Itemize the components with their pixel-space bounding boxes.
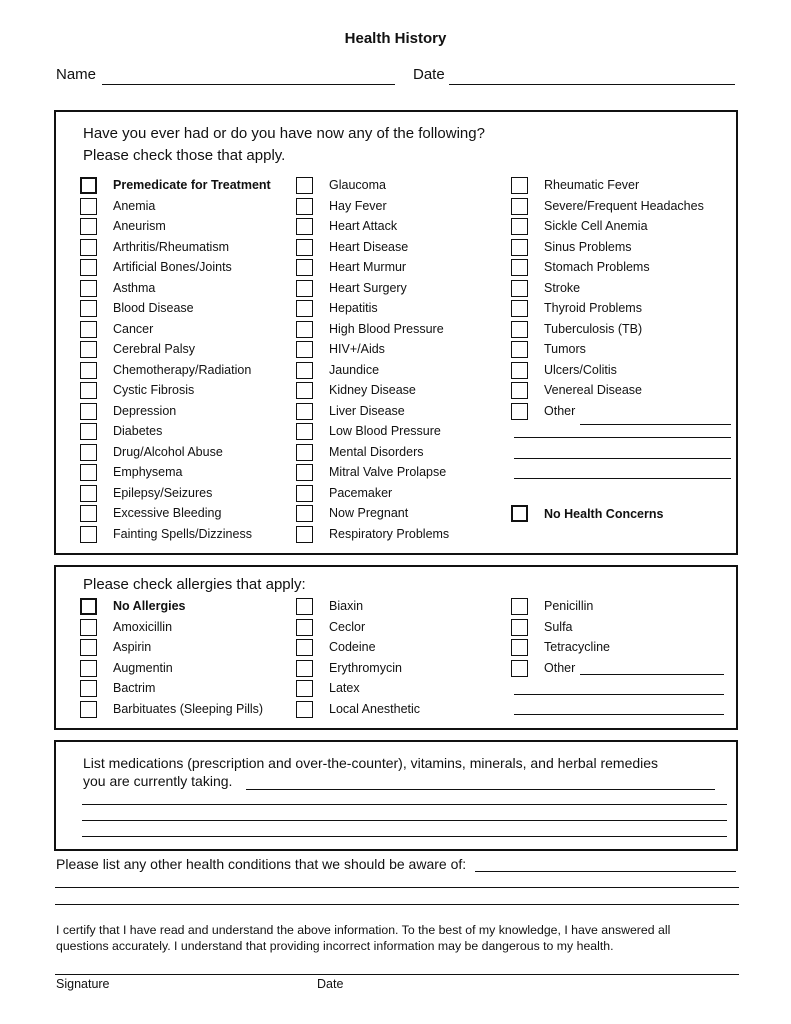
allergy-checkbox-aspirin[interactable] bbox=[80, 639, 97, 656]
no-health-concerns-label: No Health Concerns bbox=[544, 507, 664, 521]
condition-label-sickle-cell-anemia: Sickle Cell Anemia bbox=[544, 219, 648, 233]
allergy-checkbox-latex[interactable] bbox=[296, 680, 313, 697]
allergy-option-erythromycin[interactable] bbox=[296, 660, 496, 680]
allergy-checkbox-local-anesthetic[interactable] bbox=[296, 701, 313, 718]
condition-checkbox-stroke[interactable] bbox=[511, 280, 528, 297]
condition-label-mitral-valve-prolapse: Mitral Valve Prolapse bbox=[329, 465, 447, 479]
no-health-concerns-option[interactable] bbox=[511, 505, 711, 525]
condition-option-fainting-spells-dizziness[interactable] bbox=[80, 526, 280, 546]
condition-option-emphysema[interactable] bbox=[80, 464, 280, 484]
medications-prompt bbox=[83, 754, 658, 790]
condition-label-liver-disease: Liver Disease bbox=[329, 403, 405, 418]
condition-option-thyroid-problems[interactable] bbox=[511, 300, 711, 320]
allergy-option-codeine[interactable] bbox=[296, 639, 496, 659]
condition-checkbox-blood-disease[interactable] bbox=[80, 300, 97, 317]
condition-label-rheumatic-fever: Rheumatic Fever bbox=[544, 178, 640, 192]
condition-label-tumors: Tumors bbox=[544, 342, 586, 356]
condition-checkbox-excessive-bleeding[interactable] bbox=[80, 505, 97, 522]
condition-label-jaundice: Jaundice bbox=[329, 362, 380, 377]
allergy-checkbox-barbituates-sleeping-pills[interactable] bbox=[80, 701, 97, 718]
condition-checkbox-low-blood-pressure[interactable] bbox=[296, 423, 313, 440]
condition-checkbox-glaucoma[interactable] bbox=[296, 177, 313, 194]
other-conditions-field[interactable] bbox=[475, 871, 736, 872]
condition-option-heart-disease[interactable] bbox=[296, 239, 496, 259]
allergy-checkbox-augmentin[interactable] bbox=[80, 660, 97, 677]
condition-label-hepatitis: Hepatitis bbox=[329, 301, 378, 315]
condition-option-stroke[interactable] bbox=[511, 280, 711, 300]
condition-option-artificial-bones-joints[interactable] bbox=[80, 259, 280, 279]
conditions-intro bbox=[83, 123, 485, 167]
other-conditions-line-1[interactable] bbox=[55, 887, 739, 888]
condition-label-mental-disorders: Mental Disorders bbox=[329, 444, 424, 459]
condition-label-cystic-fibrosis: Cystic Fibrosis bbox=[113, 383, 195, 397]
allergy-checkbox-bactrim[interactable] bbox=[80, 680, 97, 697]
medications-prompt-line1: List medications (prescription and over-the-counter), vitamins, minerals, and herbal remedies bbox=[83, 755, 659, 771]
condition-checkbox-aneurism[interactable] bbox=[80, 218, 97, 235]
condition-option-hiv-aids[interactable] bbox=[296, 341, 496, 361]
allergy-option-penicillin[interactable] bbox=[511, 598, 711, 618]
medications-line-1[interactable] bbox=[82, 804, 727, 805]
condition-option-tumors[interactable] bbox=[511, 341, 711, 361]
condition-option-cystic-fibrosis[interactable] bbox=[80, 382, 280, 402]
condition-checkbox-emphysema[interactable] bbox=[80, 464, 97, 481]
condition-checkbox-arthritis-rheumatism[interactable] bbox=[80, 239, 97, 256]
condition-checkbox-thyroid-problems[interactable] bbox=[511, 300, 528, 317]
condition-checkbox-tumors[interactable] bbox=[511, 341, 528, 358]
allergy-label-biaxin: Biaxin bbox=[329, 599, 364, 613]
allergy-checkbox-sulfa[interactable] bbox=[511, 619, 528, 636]
date-label: Date bbox=[413, 66, 445, 83]
condition-checkbox-hay-fever[interactable] bbox=[296, 198, 313, 215]
condition-label-cancer: Cancer bbox=[113, 321, 154, 336]
condition-checkbox-premedicate-for-treatment[interactable] bbox=[80, 177, 97, 194]
allergy-option-sulfa[interactable] bbox=[511, 619, 711, 639]
condition-option-arthritis-rheumatism[interactable] bbox=[80, 239, 280, 259]
condition-checkbox-cancer[interactable] bbox=[80, 321, 97, 338]
name-label: Name bbox=[56, 66, 97, 83]
allergy-checkbox-no-allergies[interactable] bbox=[80, 598, 97, 615]
condition-checkbox-tuberculosis-tb[interactable] bbox=[511, 321, 528, 338]
condition-option-kidney-disease[interactable] bbox=[296, 382, 496, 402]
condition-label-arthritis-rheumatism: Arthritis/Rheumatism bbox=[113, 239, 229, 254]
condition-label-sinus-problems: Sinus Problems bbox=[544, 239, 632, 254]
condition-checkbox-mental-disorders[interactable] bbox=[296, 444, 313, 461]
allergy-other-field[interactable] bbox=[580, 674, 724, 675]
condition-label-cerebral-palsy: Cerebral Palsy bbox=[113, 342, 195, 356]
condition-checkbox-other[interactable] bbox=[511, 403, 528, 420]
condition-checkbox-severe-frequent-headaches[interactable] bbox=[511, 198, 528, 215]
condition-label-venereal-disease: Venereal Disease bbox=[544, 383, 642, 397]
condition-checkbox-stomach-problems[interactable] bbox=[511, 259, 528, 276]
condition-label-heart-surgery: Heart Surgery bbox=[329, 280, 407, 295]
condition-option-now-pregnant[interactable] bbox=[296, 505, 496, 525]
allergy-other-line-1[interactable] bbox=[514, 694, 724, 695]
condition-checkbox-heart-disease[interactable] bbox=[296, 239, 313, 256]
medications-line-2[interactable] bbox=[82, 820, 727, 821]
allergy-label-other: Other bbox=[544, 660, 576, 675]
condition-other-line-2[interactable] bbox=[514, 458, 731, 459]
allergy-checkbox-amoxicillin[interactable] bbox=[80, 619, 97, 636]
condition-checkbox-heart-surgery[interactable] bbox=[296, 280, 313, 297]
allergy-option-barbituates-sleeping-pills[interactable] bbox=[80, 701, 280, 721]
medications-line-3[interactable] bbox=[82, 836, 727, 837]
condition-option-tuberculosis-tb[interactable] bbox=[511, 321, 711, 341]
condition-checkbox-chemotherapy-radiation[interactable] bbox=[80, 362, 97, 379]
condition-checkbox-depression[interactable] bbox=[80, 403, 97, 420]
condition-checkbox-diabetes[interactable] bbox=[80, 423, 97, 440]
allergy-checkbox-ceclor[interactable] bbox=[296, 619, 313, 636]
condition-option-asthma[interactable] bbox=[80, 280, 280, 300]
other-conditions-line-2[interactable] bbox=[55, 904, 739, 905]
condition-checkbox-rheumatic-fever[interactable] bbox=[511, 177, 528, 194]
condition-checkbox-artificial-bones-joints[interactable] bbox=[80, 259, 97, 276]
condition-label-asthma: Asthma bbox=[113, 280, 156, 295]
condition-option-high-blood-pressure[interactable] bbox=[296, 321, 496, 341]
condition-option-low-blood-pressure[interactable] bbox=[296, 423, 496, 443]
condition-option-anemia[interactable] bbox=[80, 198, 280, 218]
condition-label-depression: Depression bbox=[113, 403, 177, 418]
condition-checkbox-hepatitis[interactable] bbox=[296, 300, 313, 317]
condition-other-field[interactable] bbox=[580, 424, 731, 425]
condition-label-diabetes: Diabetes bbox=[113, 424, 163, 438]
allergy-checkbox-other[interactable] bbox=[511, 660, 528, 677]
condition-option-sickle-cell-anemia[interactable] bbox=[511, 218, 711, 238]
allergy-option-no-allergies[interactable] bbox=[80, 598, 280, 618]
allergy-option-latex[interactable] bbox=[296, 680, 496, 700]
condition-label-now-pregnant: Now Pregnant bbox=[329, 506, 409, 520]
other-conditions-prompt: Please list any other health conditions that we should be aware of: bbox=[56, 856, 467, 872]
condition-checkbox-heart-murmur[interactable] bbox=[296, 259, 313, 276]
condition-option-heart-murmur[interactable] bbox=[296, 259, 496, 279]
condition-checkbox-high-blood-pressure[interactable] bbox=[296, 321, 313, 338]
allergy-checkbox-erythromycin[interactable] bbox=[296, 660, 313, 677]
condition-label-heart-disease: Heart Disease bbox=[329, 239, 409, 254]
condition-checkbox-mitral-valve-prolapse[interactable] bbox=[296, 464, 313, 481]
medications-prompt-line2: you are currently taking. bbox=[83, 773, 233, 789]
condition-label-tuberculosis-tb: Tuberculosis (TB) bbox=[544, 321, 643, 336]
allergy-other-line-2[interactable] bbox=[514, 714, 724, 715]
condition-option-chemotherapy-radiation[interactable] bbox=[80, 362, 280, 382]
condition-label-stroke: Stroke bbox=[544, 280, 581, 295]
condition-label-thyroid-problems: Thyroid Problems bbox=[544, 301, 642, 315]
condition-option-mitral-valve-prolapse[interactable] bbox=[296, 464, 496, 484]
allergy-checkbox-biaxin[interactable] bbox=[296, 598, 313, 615]
condition-other-line-1[interactable] bbox=[514, 437, 731, 438]
condition-label-excessive-bleeding: Excessive Bleeding bbox=[113, 506, 222, 520]
signature-date-label: Date bbox=[317, 977, 344, 991]
condition-option-hay-fever[interactable] bbox=[296, 198, 496, 218]
condition-checkbox-jaundice[interactable] bbox=[296, 362, 313, 379]
condition-label-kidney-disease: Kidney Disease bbox=[329, 383, 416, 397]
condition-checkbox-asthma[interactable] bbox=[80, 280, 97, 297]
condition-label-anemia: Anemia bbox=[113, 198, 156, 213]
condition-checkbox-sickle-cell-anemia[interactable] bbox=[511, 218, 528, 235]
certification-text bbox=[56, 922, 670, 954]
condition-option-ulcers-colitis[interactable] bbox=[511, 362, 711, 382]
no-health-concerns-checkbox[interactable] bbox=[511, 505, 528, 522]
condition-checkbox-fainting-spells-dizziness[interactable] bbox=[80, 526, 97, 543]
condition-label-respiratory-problems: Respiratory Problems bbox=[329, 526, 450, 541]
conditions-intro-line2: Please check those that apply. bbox=[83, 147, 286, 164]
signature-label: Signature bbox=[56, 977, 110, 991]
condition-option-stomach-problems[interactable] bbox=[511, 259, 711, 279]
allergy-label-augmentin: Augmentin bbox=[113, 660, 173, 675]
condition-option-aneurism[interactable] bbox=[80, 218, 280, 238]
condition-label-ulcers-colitis: Ulcers/Colitis bbox=[544, 362, 617, 377]
condition-option-cancer[interactable] bbox=[80, 321, 280, 341]
condition-option-mental-disorders[interactable] bbox=[296, 444, 496, 464]
allergy-label-tetracycline: Tetracycline bbox=[544, 640, 610, 654]
condition-checkbox-drug-alcohol-abuse[interactable] bbox=[80, 444, 97, 461]
allergy-label-barbituates-sleeping-pills: Barbituates (Sleeping Pills) bbox=[113, 701, 264, 716]
allergy-option-biaxin[interactable] bbox=[296, 598, 496, 618]
condition-option-severe-frequent-headaches[interactable] bbox=[511, 198, 711, 218]
condition-option-venereal-disease[interactable] bbox=[511, 382, 711, 402]
allergy-checkbox-tetracycline[interactable] bbox=[511, 639, 528, 656]
condition-option-drug-alcohol-abuse[interactable] bbox=[80, 444, 280, 464]
condition-label-fainting-spells-dizziness: Fainting Spells/Dizziness bbox=[113, 526, 252, 541]
allergy-label-ceclor: Ceclor bbox=[329, 619, 366, 634]
condition-option-cerebral-palsy[interactable] bbox=[80, 341, 280, 361]
condition-label-drug-alcohol-abuse: Drug/Alcohol Abuse bbox=[113, 444, 223, 459]
page-title: Health History bbox=[344, 30, 447, 47]
condition-label-premedicate-for-treatment: Premedicate for Treatment bbox=[113, 178, 271, 192]
condition-checkbox-epilepsy-seizures[interactable] bbox=[80, 485, 97, 502]
condition-label-blood-disease: Blood Disease bbox=[113, 301, 194, 315]
conditions-intro-line1: Have you ever had or do you have now any of the following? bbox=[83, 125, 485, 142]
allergy-checkbox-penicillin[interactable] bbox=[511, 598, 528, 615]
condition-label-artificial-bones-joints: Artificial Bones/Joints bbox=[113, 260, 232, 274]
allergy-option-other[interactable] bbox=[511, 660, 711, 680]
condition-label-low-blood-pressure: Low Blood Pressure bbox=[329, 424, 441, 438]
condition-other-line-3[interactable] bbox=[514, 478, 731, 479]
condition-option-liver-disease[interactable] bbox=[296, 403, 496, 423]
condition-label-heart-murmur: Heart Murmur bbox=[329, 260, 407, 274]
condition-option-epilepsy-seizures[interactable] bbox=[80, 485, 280, 505]
condition-label-other: Other bbox=[544, 403, 576, 418]
condition-option-sinus-problems[interactable] bbox=[511, 239, 711, 259]
condition-checkbox-now-pregnant[interactable] bbox=[296, 505, 313, 522]
condition-label-pacemaker: Pacemaker bbox=[329, 485, 393, 500]
condition-checkbox-anemia[interactable] bbox=[80, 198, 97, 215]
allergy-label-aspirin: Aspirin bbox=[113, 640, 152, 654]
condition-label-severe-frequent-headaches: Severe/Frequent Headaches bbox=[544, 198, 704, 213]
allergy-option-aspirin[interactable] bbox=[80, 639, 280, 659]
allergy-option-augmentin[interactable] bbox=[80, 660, 280, 680]
allergy-option-ceclor[interactable] bbox=[296, 619, 496, 639]
condition-option-premedicate-for-treatment[interactable] bbox=[80, 177, 280, 197]
allergies-intro: Please check allergies that apply: bbox=[83, 576, 306, 593]
condition-option-excessive-bleeding[interactable] bbox=[80, 505, 280, 525]
condition-label-hay-fever: Hay Fever bbox=[329, 198, 387, 213]
condition-option-hepatitis[interactable] bbox=[296, 300, 496, 320]
allergy-label-bactrim: Bactrim bbox=[113, 681, 156, 695]
allergy-label-penicillin: Penicillin bbox=[544, 599, 594, 613]
certification-line2: questions accurately. I understand that providing incorrect information may be dangerous to my health. bbox=[56, 939, 614, 953]
certification-line1: I certify that I have read and understand the above information. To the best of my knowledge, I have answered all bbox=[56, 923, 671, 937]
condition-label-aneurism: Aneurism bbox=[113, 219, 166, 233]
signature-line[interactable] bbox=[55, 974, 739, 975]
condition-checkbox-heart-attack[interactable] bbox=[296, 218, 313, 235]
condition-option-diabetes[interactable] bbox=[80, 423, 280, 443]
condition-label-hiv-aids: HIV+/Aids bbox=[329, 342, 385, 356]
allergy-label-codeine: Codeine bbox=[329, 640, 376, 654]
condition-checkbox-venereal-disease[interactable] bbox=[511, 382, 528, 399]
name-field[interactable] bbox=[102, 66, 395, 85]
condition-label-heart-attack: Heart Attack bbox=[329, 219, 398, 233]
condition-label-epilepsy-seizures: Epilepsy/Seizures bbox=[113, 485, 213, 500]
condition-label-emphysema: Emphysema bbox=[113, 465, 183, 479]
allergy-checkbox-codeine[interactable] bbox=[296, 639, 313, 656]
allergy-option-local-anesthetic[interactable] bbox=[296, 701, 496, 721]
condition-checkbox-pacemaker[interactable] bbox=[296, 485, 313, 502]
medications-field-first[interactable] bbox=[246, 789, 715, 790]
condition-label-glaucoma: Glaucoma bbox=[329, 178, 386, 192]
condition-checkbox-kidney-disease[interactable] bbox=[296, 382, 313, 399]
allergy-option-amoxicillin[interactable] bbox=[80, 619, 280, 639]
condition-option-glaucoma[interactable] bbox=[296, 177, 496, 197]
condition-option-jaundice[interactable] bbox=[296, 362, 496, 382]
condition-option-blood-disease[interactable] bbox=[80, 300, 280, 320]
allergy-label-sulfa: Sulfa bbox=[544, 619, 573, 634]
condition-checkbox-respiratory-problems[interactable] bbox=[296, 526, 313, 543]
condition-checkbox-hiv-aids[interactable] bbox=[296, 341, 313, 358]
allergy-option-bactrim[interactable] bbox=[80, 680, 280, 700]
allergy-label-local-anesthetic: Local Anesthetic bbox=[329, 701, 421, 716]
condition-option-depression[interactable] bbox=[80, 403, 280, 423]
condition-option-heart-attack[interactable] bbox=[296, 218, 496, 238]
condition-checkbox-liver-disease[interactable] bbox=[296, 403, 313, 420]
condition-checkbox-cystic-fibrosis[interactable] bbox=[80, 382, 97, 399]
condition-label-chemotherapy-radiation: Chemotherapy/Radiation bbox=[113, 362, 252, 377]
allergy-label-erythromycin: Erythromycin bbox=[329, 660, 402, 675]
condition-option-heart-surgery[interactable] bbox=[296, 280, 496, 300]
date-field[interactable] bbox=[449, 66, 735, 85]
condition-label-high-blood-pressure: High Blood Pressure bbox=[329, 321, 444, 336]
condition-checkbox-sinus-problems[interactable] bbox=[511, 239, 528, 256]
condition-checkbox-ulcers-colitis[interactable] bbox=[511, 362, 528, 379]
condition-checkbox-cerebral-palsy[interactable] bbox=[80, 341, 97, 358]
condition-label-stomach-problems: Stomach Problems bbox=[544, 260, 650, 274]
allergy-label-latex: Latex bbox=[329, 681, 360, 695]
allergy-label-amoxicillin: Amoxicillin bbox=[113, 619, 173, 634]
condition-option-rheumatic-fever[interactable] bbox=[511, 177, 711, 197]
allergy-label-no-allergies: No Allergies bbox=[113, 599, 186, 613]
condition-option-respiratory-problems[interactable] bbox=[296, 526, 496, 546]
condition-option-pacemaker[interactable] bbox=[296, 485, 496, 505]
allergy-option-tetracycline[interactable] bbox=[511, 639, 711, 659]
condition-option-other[interactable] bbox=[511, 403, 711, 423]
